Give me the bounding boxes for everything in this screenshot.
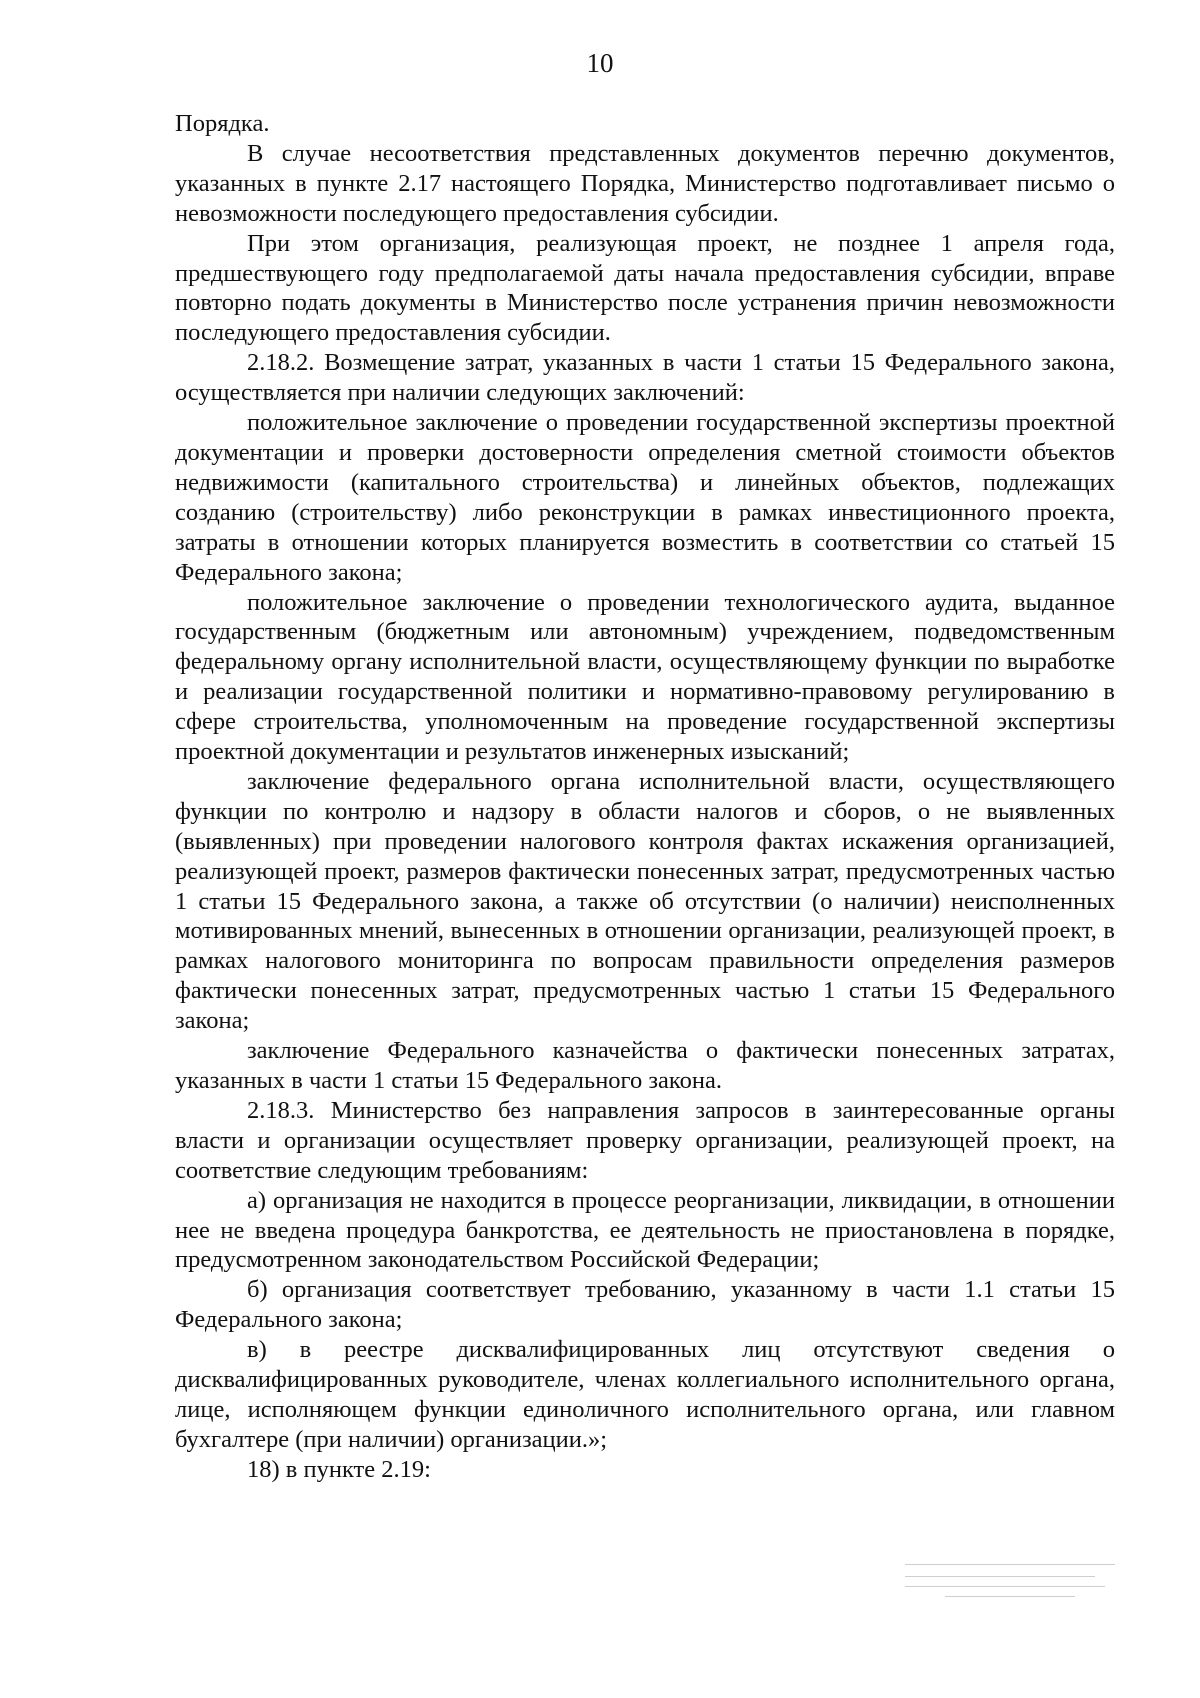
paragraph: а) организация не находится в процессе реорганизации, ликвидации, в отношении нее не введена процедура банкротства, ее деятельность не приостановлена в порядке, предусмотренном законодательством Российской Федерации; (175, 1186, 1115, 1274)
paragraph: 2.18.3. Министерство без направления запросов в заинтересованные органы власти и организации осуществляет проверку организации, реализующей проект, на соответствие следующим требованиям: (175, 1096, 1115, 1184)
faint-stamp-mark (905, 1562, 1120, 1612)
paragraph: заключение Федерального казначейства о фактически понесенных затратах, указанных в части 1 статьи 15 Федерального закона. (175, 1037, 1115, 1094)
document-body (175, 109, 1115, 1485)
paragraph: заключение федерального органа исполнительной власти, осуществляющего функции по контролю и надзору в области налогов и сборов, о не выявленных (выявленных) при проведении налогового контроля фактах искажения организацией, реализующей проект, размеров фактически понесенных затрат, предусмотренных частью 1 статьи 15 Федерального закона, а также об отсутствии (о наличии) неисполненных мотивированных мнений, вынесенных в отношении организации, реализующей проект, в рамках налогового мониторинга по вопросам правильности определения размеров фактически понесенных затрат, предусмотренных частью 1 статьи 15 Федерального закона; (175, 767, 1115, 1035)
paragraph: При этом организация, реализующая проект, не позднее 1 апреля года, предшествующего году предполагаемой даты начала предоставления субсидии, вправе повторно подать документы в Министерство после устранения причин невозможности последующего предоставления субсидии. (175, 229, 1115, 347)
paragraph: 2.18.2. Возмещение затрат, указанных в части 1 статьи 15 Федерального закона, осуществляется при наличии следующих заключений: (175, 349, 1115, 407)
paragraph: 18) в пункте 2.19: (247, 1455, 431, 1483)
paragraph: В случае несоответствия представленных документов перечню документов, указанных в пункте 2.17 настоящего Порядка, Министерство подготавливает письмо о невозможности последующего предоставления субсидии. (175, 139, 1115, 227)
paragraph: положительное заключение о проведении технологического аудита, выданное государственным (бюджетным или автономным) учреждением, подведомственным федеральному органу исполнительной власти, осуществляющему функции по выработке и реализации государственной политики и нормативно-правовому регулированию в сфере строительства, уполномоченным на проведение государственной экспертизы проектной документации и результатов инженерных изысканий; (175, 588, 1115, 766)
page-number: 10 (586, 48, 614, 78)
paragraph: Порядка. (175, 110, 270, 137)
paragraph: положительное заключение о проведении государственной экспертизы проектной документации и проверки достоверности определения сметной стоимости объектов недвижимости (капитального строительства) и линейных объектов, подлежащих созданию (строительству) либо реконструкции в рамках инвестиционного проекта, затраты в отношении которых планируется возместить в соответствии со статьей 15 Федерального закона; (175, 409, 1115, 586)
paragraph: в) в реестре дисквалифицированных лиц отсутствуют сведения о дисквалифицированных руководителе, членах коллегиального исполнительного органа, лице, исполняющем функции единоличного исполнительного органа, или главном бухгалтере (при наличии) организации.»; (175, 1336, 1115, 1453)
paragraph: б) организация соответствует требованию, указанному в части 1.1 статьи 15 Федерального закона; (175, 1276, 1115, 1334)
